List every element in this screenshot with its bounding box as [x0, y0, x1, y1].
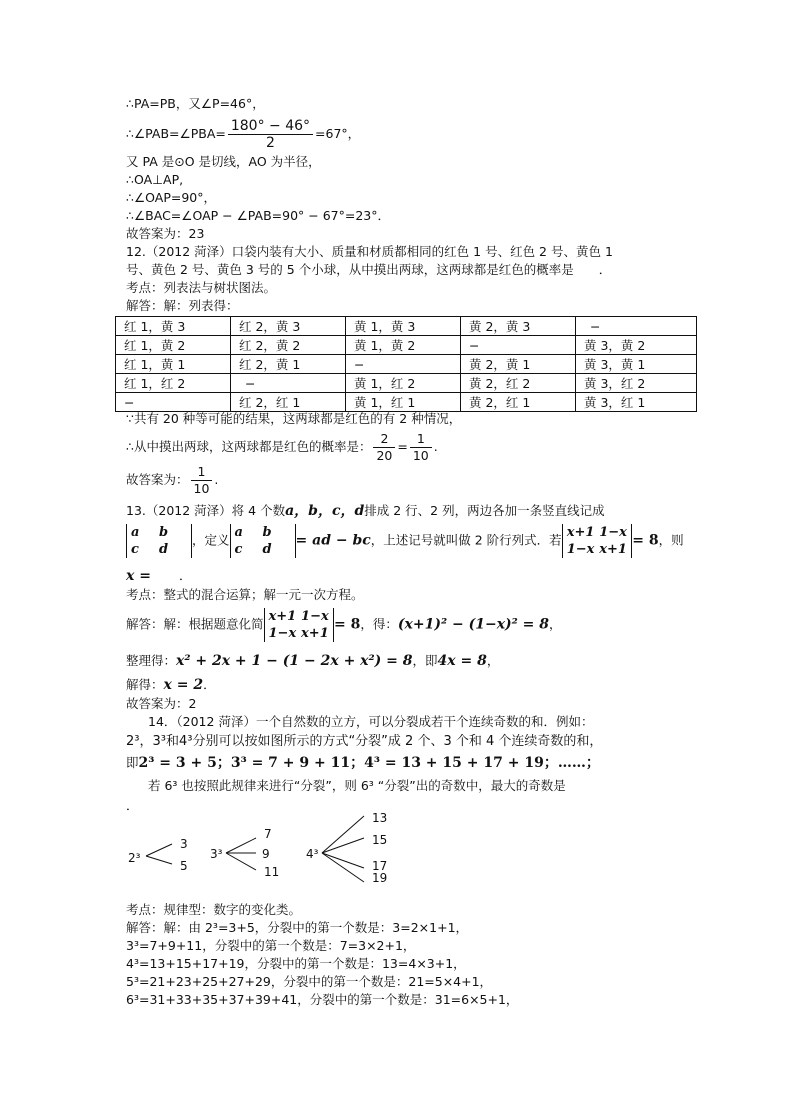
equals-sign: =: [397, 439, 408, 454]
text-segment: ，上述记号就叫做 2 阶行列式．若: [370, 532, 562, 548]
fraction-numerator: 1: [410, 431, 432, 448]
table-cell: 黄 3，红 1: [576, 393, 697, 412]
table-cell: 红 1，黄 1: [116, 355, 231, 374]
det-entry: x+1: [301, 626, 329, 641]
fraction-numerator: 2: [373, 431, 395, 448]
text-line: ∵共有 20 种等可能的结果，这两球都是红色的有 2 种情况，: [126, 411, 462, 426]
tree-root: 3³: [210, 847, 223, 861]
answer-blank-line: [126, 568, 191, 584]
table-cell: 红 1，黄 2: [116, 336, 231, 355]
period: ．: [178, 568, 192, 583]
tree-leaf: 5: [180, 859, 188, 873]
table-cell: 黄 2，黄 3: [461, 317, 576, 336]
text-line: ∴PA=PB，又∠P=46°，: [126, 96, 265, 111]
table-row: [116, 355, 697, 374]
table-cell: 黄 3，红 2: [576, 374, 697, 393]
det-entry: b: [159, 525, 169, 540]
table-row: [116, 393, 697, 412]
outcome-table: [115, 316, 697, 412]
tree-leaf: 13: [372, 811, 388, 825]
det-entry: c: [131, 542, 139, 557]
table-cell: 黄 3，黄 2: [576, 336, 697, 355]
determinant-line: [126, 524, 684, 558]
table-cell: 红 2，红 1: [231, 393, 346, 412]
text-line: ∴OA⊥AP,: [126, 172, 184, 187]
fraction: [373, 431, 395, 464]
det-entry: x+1: [566, 525, 595, 540]
table-cell: 黄 2，黄 1: [461, 355, 576, 374]
table-cell: −: [461, 336, 576, 355]
table-cell: 红 2，黄 2: [231, 336, 346, 355]
fraction-numerator: 180° − 46°: [228, 118, 313, 135]
text-segment: 排成 2 行、2 列，两边各加一条竖直线记成: [364, 503, 605, 518]
tree-branch: [146, 844, 172, 856]
det-entry: b: [262, 525, 272, 540]
period: ．: [203, 677, 216, 692]
answer-blank-line: ．: [126, 798, 139, 813]
text-segment: 整理得：: [126, 653, 177, 668]
det-entry: d: [159, 542, 169, 557]
det-entry: 1−x: [301, 609, 329, 624]
tree-leaf: 7: [264, 827, 272, 841]
jieda-label: 解答：解：列表得：: [126, 298, 239, 313]
math-vars: a，b，c，d: [285, 503, 365, 519]
text-line: 又 PA 是⊙O 是切线，AO 为半径，: [126, 154, 321, 169]
table-cell: 黄 2，红 1: [461, 393, 576, 412]
determinant: [126, 524, 192, 558]
det-entry: 1−x: [599, 525, 627, 540]
fraction-line: [126, 431, 438, 464]
table-cell: 黄 1，红 2: [346, 374, 461, 393]
table-cell: −: [576, 317, 697, 336]
tree-leaf: 15: [372, 833, 388, 847]
math-expression: = 8: [632, 532, 659, 549]
det-entry: x+1: [599, 542, 627, 557]
answer-line: 故答案为：2: [126, 696, 197, 711]
table-cell: 黄 2，红 2: [461, 374, 576, 393]
tree-branch: [322, 816, 364, 853]
fraction-denominator: 20: [376, 448, 393, 463]
question-12-text: 号、黄色 2 号、黄色 3 号的 5 个小球，从中摸出两球，这两球都是红色的概率是 ．: [126, 262, 612, 277]
question-14-text: 若 6³ 也按照此规律来进行“分裂”，则 6³ “分裂”出的奇数中，最大的奇数是: [148, 778, 566, 793]
text-segment: 解答：解：根据题意化简: [126, 616, 264, 632]
tree-leaf: 11: [264, 865, 280, 879]
text-segment: 故答案为：: [126, 472, 189, 487]
math-expression: (x+1)² − (1−x)² = 8: [397, 616, 550, 633]
equation-line: [126, 755, 600, 771]
fraction: [228, 118, 313, 151]
text-line: 3³=7+9+11，分裂中的第一个数是：7=3×2+1，: [126, 938, 416, 953]
fraction-denominator: 10: [193, 481, 210, 496]
text-line: 5³=21+23+25+27+29，分裂中的第一个数是：21=5×4+1，: [126, 974, 493, 989]
table-cell: −: [116, 393, 231, 412]
text-segment: =67°，: [315, 126, 361, 141]
det-entry: x+1: [268, 609, 297, 624]
question-13-text: [126, 503, 605, 519]
kaodian-label: 考点：规律型：数字的变化类。: [126, 902, 302, 917]
zhengli-line: [126, 653, 499, 669]
table-row: [116, 317, 697, 336]
question-12-text: 12.（2012 菏泽）口袋内装有大小、质量和材质都相同的红色 1 号、红色 2 号、黄色 1: [126, 244, 613, 259]
tree-root: 2³: [128, 851, 141, 865]
table-row: [116, 374, 697, 393]
text-segment: ，得：: [360, 616, 398, 632]
math-expression: 4x = 8: [437, 653, 487, 669]
fraction: [410, 431, 432, 464]
math-expression: x = 2: [163, 677, 204, 693]
period: .: [214, 472, 219, 487]
text-segment: ，则: [658, 532, 684, 548]
text-segment: 解得：: [126, 677, 164, 692]
question-14-text: 2³，3³和4³分别可以按如图所示的方式“分裂”成 2 个、3 个和 4 个连续奇数的和，: [126, 734, 603, 749]
table-cell: 红 2，黄 3: [231, 317, 346, 336]
text-line: ∴∠OAP=90°，: [126, 190, 216, 205]
tree-leaf: 9: [262, 847, 270, 861]
split-diagram-lower: [120, 856, 420, 886]
table-cell: 红 2，黄 1: [231, 355, 346, 374]
text-line: 6³=31+33+35+37+39+41，分裂中的第一个数是：31=6×5+1，: [126, 992, 519, 1007]
jieda-line: [126, 608, 562, 642]
period: .: [433, 439, 438, 454]
text-line: ∴∠BAC=∠OAP − ∠PAB=90° − 67°=23°．: [126, 208, 391, 223]
tree-root: 4³: [306, 847, 319, 861]
table-cell: −: [346, 355, 461, 374]
kaodian-label: 考点：整式的混合运算；解一元一次方程。: [126, 587, 364, 602]
text-segment: ，定义: [192, 532, 230, 548]
det-entry: 1−x: [566, 542, 595, 557]
text-segment: ，即: [412, 653, 438, 668]
text-segment: 13.（2012 菏泽）将 4 个数: [126, 503, 286, 518]
determinant: [264, 608, 335, 642]
fraction-numerator: 1: [191, 464, 213, 481]
math-expression: = 8: [334, 616, 361, 633]
determinant: [562, 524, 633, 558]
det-entry: a: [234, 525, 243, 540]
det-entry: a: [131, 525, 140, 540]
tree-branch: [322, 838, 364, 853]
tree-leaf: 17: [372, 859, 388, 873]
tree-leaf: 3: [180, 837, 188, 851]
text-line: 故答案为：23: [126, 226, 205, 241]
table-cell: 红 1，红 2: [116, 374, 231, 393]
fraction: [191, 464, 213, 497]
table-cell: 红 1，黄 3: [116, 317, 231, 336]
tree-leaf: 19: [372, 871, 388, 885]
jiede-line: [126, 677, 216, 693]
table-cell: 黄 1，红 1: [346, 393, 461, 412]
text-segment: ，: [486, 653, 500, 668]
answer-line: [126, 464, 218, 497]
tree-branch: [226, 838, 256, 853]
text-line: 解答：解：由 2³=3+5，分裂中的第一个数是：3=2×1+1，: [126, 920, 469, 935]
question-14-text: 14．（2012 菏泽）一个自然数的立方，可以分裂成若干个连续奇数的和．例如：: [148, 714, 594, 729]
det-entry: d: [262, 542, 272, 557]
math-expression: = ad − bc: [295, 532, 371, 549]
fraction-line: [126, 118, 360, 151]
math-expression: 2³ = 3 + 5；3³ = 7 + 9 + 11；4³ = 13 + 15 + 17 + 19；……；: [138, 755, 600, 771]
table-cell: 黄 1，黄 3: [346, 317, 461, 336]
det-entry: 1−x: [268, 626, 297, 641]
fraction-denominator: 2: [265, 135, 275, 151]
table-row: [116, 336, 697, 355]
math-expression: x =: [126, 568, 151, 584]
determinant: [230, 524, 296, 558]
det-entry: c: [234, 542, 243, 557]
text-segment: ∴从中摸出两球，这两球都是红色的概率是：: [126, 439, 372, 454]
text-segment: ∴∠PAB=∠PBA=: [126, 126, 226, 141]
math-expression: x² + 2x + 1 − (1 − 2x + x²) = 8: [176, 653, 413, 669]
table-cell: 黄 1，黄 2: [346, 336, 461, 355]
kaodian-label: 考点：列表法与树状图法。: [126, 280, 277, 295]
fraction-denominator: 10: [412, 448, 429, 463]
table-cell: −: [231, 374, 346, 393]
table-cell: 黄 3，黄 1: [576, 355, 697, 374]
text-segment: 即: [126, 755, 139, 770]
text-segment: ，: [549, 616, 562, 632]
text-line: 4³=13+15+17+19，分裂中的第一个数是：13=4×3+1，: [126, 956, 466, 971]
